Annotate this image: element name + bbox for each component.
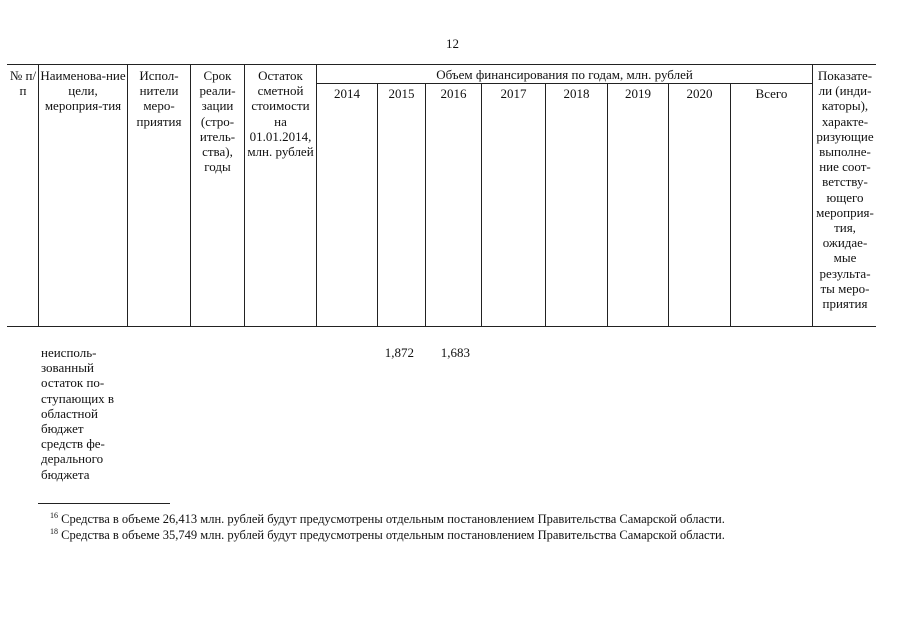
header-name: Наименова-ние цели, мероприя-тия [40,68,126,114]
header-year-2019: 2019 [625,86,651,101]
header-year-2018: 2018 [563,86,590,101]
header-total: Всего [755,86,788,101]
header-year-2015: 2015 [388,86,415,101]
header-year-2017: 2017 [500,86,527,101]
footnote-16: $^{16}$ Средства в объеме 26,413 млн. рублей будут предусмотрены отдельным постановлением Правительства Самарской области. [50,511,725,526]
page-number: 12 [446,36,459,51]
header-num: № п/п [9,68,37,99]
header-indicators: Показате-ли (инди-каторы), характе-ризующие выполне-ние соот-ветству-ющего мероприя-тия, ожидае-мые результа-ты меро-приятия [816,68,874,312]
header-executors: Испол-нители меро-приятия [136,68,182,129]
row-value-2016: 1,683 [440,345,470,360]
header-year-2020: 2020 [686,86,713,101]
row-value-2015: 1,872 [384,345,414,360]
header-financing-group: Объем финансирования по годам, млн. рублей [436,67,693,82]
footnote-18: $^{18}$ Средства в объеме 35,749 млн. рублей будут предусмотрены отдельным постановлением Правительства Самарской области. [50,527,725,542]
header-year-2016: 2016 [440,86,467,101]
header-term: Срок реали-зации (стро-итель-ства), годы [199,68,236,175]
header-year-2014: 2014 [334,86,360,101]
header-remainder: Остаток сметной стоимости на 01.01.2014, млн. рублей [247,68,314,160]
row-name: неисполь-зованный остаток по-ступающих в областной бюджет средств фе-дерального бюджета [41,345,115,482]
